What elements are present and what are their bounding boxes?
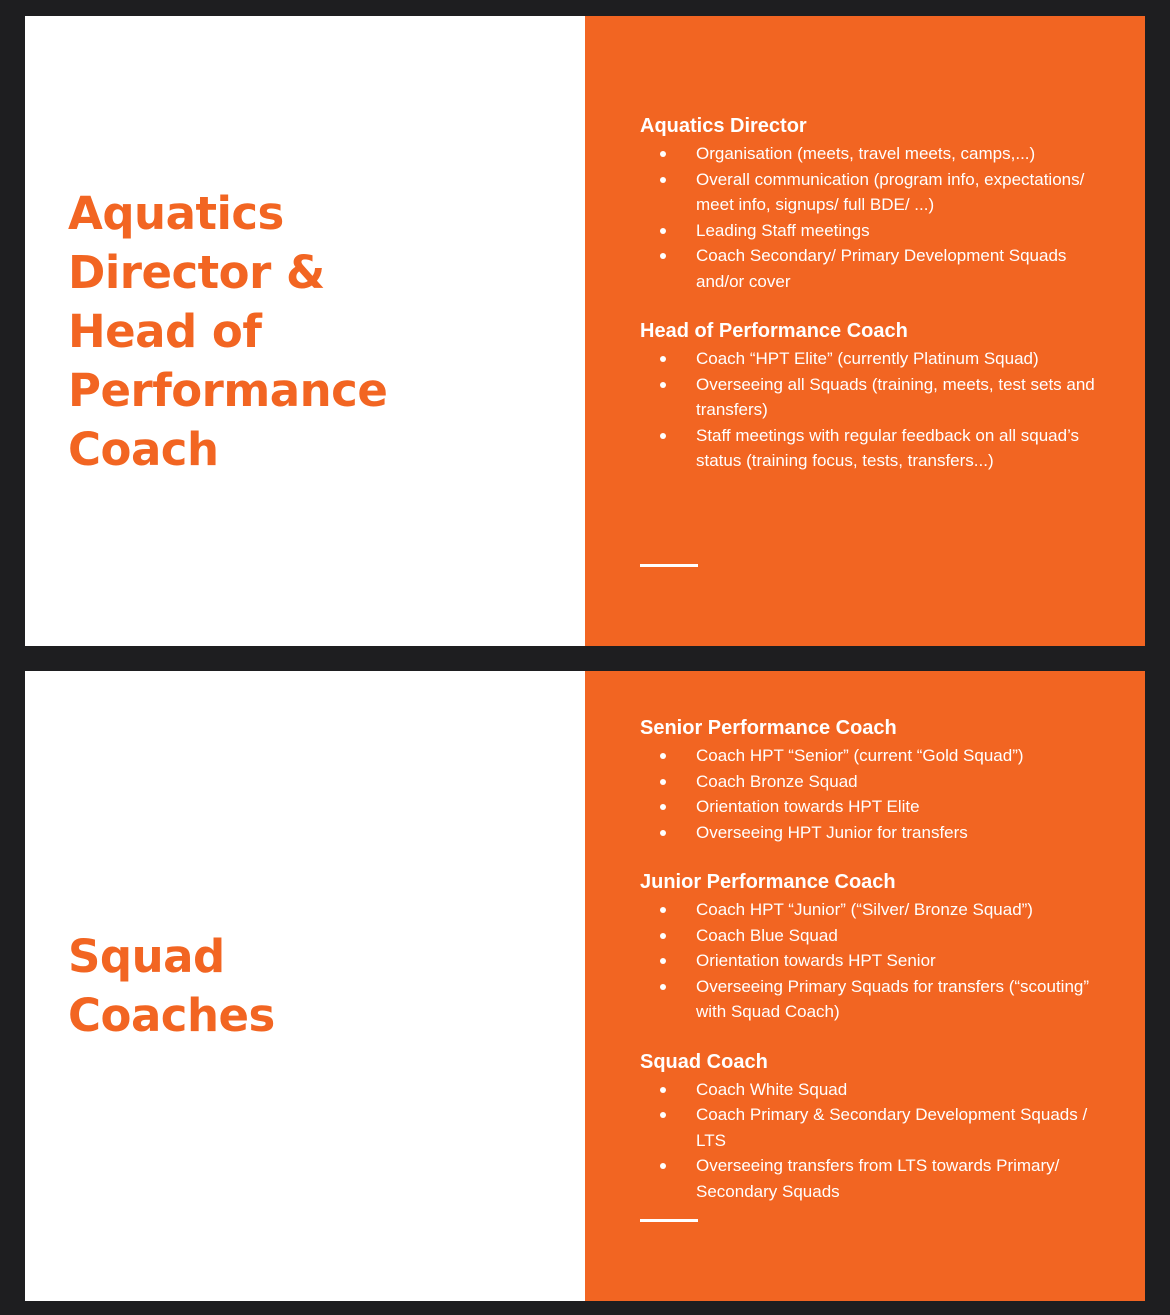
bullet-icon bbox=[660, 356, 666, 362]
responsibility-text: Orientation towards HPT Senior bbox=[696, 951, 936, 970]
bullet-icon bbox=[660, 804, 666, 810]
bullet-icon bbox=[660, 958, 666, 964]
bullet-icon bbox=[660, 151, 666, 157]
responsibility-item bbox=[640, 1153, 1105, 1204]
role-section bbox=[640, 869, 1105, 1025]
bullet-icon bbox=[660, 753, 666, 759]
responsibility-item bbox=[640, 346, 1105, 372]
slide-content-panel bbox=[585, 671, 1145, 1301]
role-list bbox=[640, 715, 1105, 1228]
responsibility-text: Overseeing all Squads (training, meets, test sets and transfers) bbox=[696, 374, 1095, 419]
responsibility-item bbox=[640, 948, 1105, 974]
bullet-icon bbox=[660, 228, 666, 234]
responsibility-item bbox=[640, 1077, 1105, 1103]
responsibility-text: Coach Secondary/ Primary Development Squads and/or cover bbox=[696, 246, 1067, 291]
responsibility-text: Organisation (meets, travel meets, camps,...) bbox=[696, 144, 1036, 163]
responsibility-list bbox=[640, 346, 1105, 474]
bullet-icon bbox=[660, 779, 666, 785]
responsibility-text: Coach White Squad bbox=[696, 1079, 848, 1099]
slide-2 bbox=[25, 671, 1145, 1301]
role-section bbox=[640, 1049, 1105, 1205]
bullet-icon bbox=[660, 830, 666, 836]
responsibility-item bbox=[640, 167, 1105, 218]
bullet-icon bbox=[660, 907, 666, 913]
role-section bbox=[640, 113, 1105, 294]
slide-1 bbox=[25, 16, 1145, 646]
role-section bbox=[640, 318, 1105, 474]
responsibility-item bbox=[640, 974, 1105, 1025]
role-heading: Aquatics Director bbox=[640, 115, 807, 137]
responsibility-list bbox=[640, 141, 1105, 294]
responsibility-text: Overall communication (program info, expectations/ meet info, signups/ full BDE/ ...) bbox=[696, 169, 1085, 214]
responsibility-item bbox=[640, 423, 1105, 474]
responsibility-item bbox=[640, 243, 1105, 294]
bullet-icon bbox=[660, 933, 666, 939]
accent-divider bbox=[640, 564, 698, 567]
slide-title: Aquatics Director & Head of Performance Coach bbox=[68, 187, 388, 476]
responsibility-text: Coach Blue Squad bbox=[696, 925, 838, 945]
responsibility-list bbox=[640, 1077, 1105, 1205]
responsibility-item bbox=[640, 743, 1105, 769]
responsibility-text: Staff meetings with regular feedback on all squad’s status (training focus, tests, transfers...) bbox=[696, 425, 1080, 470]
bullet-icon bbox=[660, 1112, 666, 1118]
responsibility-text: Orientation towards HPT Elite bbox=[696, 797, 920, 816]
responsibility-text: Overseeing transfers from LTS towards Primary/ Secondary Squads bbox=[696, 1156, 1060, 1201]
responsibility-item bbox=[640, 218, 1105, 244]
responsibility-text: Leading Staff meetings bbox=[696, 220, 870, 240]
role-section bbox=[640, 715, 1105, 845]
responsibility-text: Coach Primary & Secondary Development Squads / LTS bbox=[696, 1105, 1088, 1150]
responsibility-text: Coach HPT “Senior” (current “Gold Squad”) bbox=[696, 746, 1024, 765]
bullet-icon bbox=[660, 253, 666, 259]
role-heading: Squad Coach bbox=[640, 1050, 768, 1073]
responsibility-item bbox=[640, 794, 1105, 820]
bullet-icon bbox=[660, 1087, 666, 1093]
responsibility-item bbox=[640, 141, 1105, 167]
responsibility-list bbox=[640, 897, 1105, 1025]
role-heading: Junior Performance Coach bbox=[640, 871, 896, 893]
bullet-icon bbox=[660, 433, 666, 439]
bullet-icon bbox=[660, 1163, 666, 1169]
slide-title: Squad Coaches bbox=[68, 930, 275, 1042]
responsibility-item bbox=[640, 820, 1105, 846]
bullet-icon bbox=[660, 382, 666, 388]
role-heading: Senior Performance Coach bbox=[640, 717, 897, 739]
role-list bbox=[640, 113, 1105, 498]
responsibility-text: Coach “HPT Elite” (currently Platinum Squad) bbox=[696, 349, 1039, 368]
bullet-icon bbox=[660, 177, 666, 183]
responsibility-text: Overseeing Primary Squads for transfers (“scouting” with Squad Coach) bbox=[696, 976, 1090, 1021]
responsibility-item bbox=[640, 372, 1105, 423]
responsibility-item bbox=[640, 769, 1105, 795]
responsibility-item bbox=[640, 1102, 1105, 1153]
slide-title-panel bbox=[25, 16, 585, 646]
responsibility-text: Coach Bronze Squad bbox=[696, 771, 858, 791]
responsibility-text: Coach HPT “Junior” (“Silver/ Bronze Squad”) bbox=[696, 900, 1033, 919]
responsibility-text: Overseeing HPT Junior for transfers bbox=[696, 822, 968, 842]
slide-title-panel bbox=[25, 671, 585, 1301]
slide-content-panel bbox=[585, 16, 1145, 646]
role-heading: Head of Performance Coach bbox=[640, 320, 908, 342]
bullet-icon bbox=[660, 984, 666, 990]
responsibility-item bbox=[640, 923, 1105, 949]
accent-divider bbox=[640, 1219, 698, 1222]
responsibility-item bbox=[640, 897, 1105, 923]
responsibility-list bbox=[640, 743, 1105, 845]
